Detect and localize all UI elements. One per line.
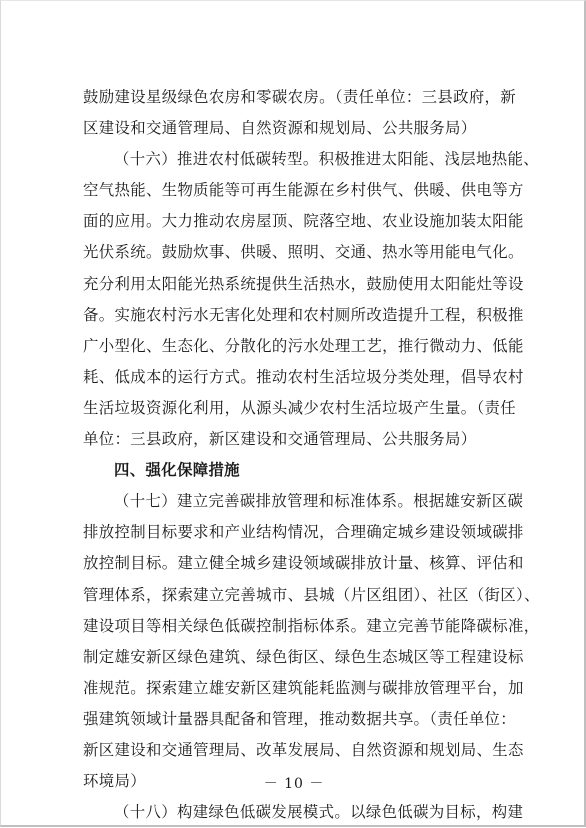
- text-line: 强建筑领域计量器具配备和管理，推动数据共享。（责任单位：: [83, 709, 517, 728]
- text-line: 准规范。探索建立雄安新区建筑能耗监测与碳排放管理平台，加: [83, 678, 524, 697]
- paragraph-start-line: （十八）构建绿色低碳发展模式。以绿色低碳为目标，构建: [114, 803, 524, 822]
- text-line: 备。实施农村污水无害化处理和农村厕所改造提升工程，积极推: [83, 305, 524, 324]
- text-line: 排放控制目标要求和产业结构情况，合理确定城乡建设领域碳排: [83, 523, 524, 542]
- text-line: 光伏系统。鼓励炊事、供暖、照明、交通、热水等用能电气化。: [83, 243, 524, 262]
- text-line: 鼓励建设星级绿色农房和零碳农房。（责任单位：三县政府，新: [83, 88, 517, 106]
- text-line: 充分利用太阳能光热系统提供生活热水，鼓励使用太阳能灶等设: [83, 274, 524, 293]
- section-heading: 四、强化保障措施: [114, 461, 240, 480]
- text-line: 放控制目标。建立健全城乡建设领域碳排放计量、核算、评估和: [83, 554, 524, 573]
- paragraph-start-line: （十七）建立完善碳排放管理和标准体系。根据雄安新区碳: [114, 492, 524, 511]
- page-number: － 10 －: [263, 776, 325, 792]
- text-line: 空气热能、生物质能等可再生能源在乡村供气、供暖、供电等方: [83, 181, 524, 200]
- text-line: 环境局）: [83, 772, 146, 791]
- text-line: 新区建设和交通管理局、改革发展局、自然资源和规划局、生态: [83, 740, 524, 759]
- text-line: 管理体系，探索建立完善城市、县城（片区组团）、社区（街区）、: [83, 585, 540, 604]
- text-line: 广小型化、生态化、分散化的污水处理工艺，推行微动力、低能: [83, 336, 524, 355]
- text-line: 耗、低成本的运行方式。推动农村生活垃圾分类处理，倡导农村: [83, 367, 524, 386]
- body-text: [83, 82, 540, 828]
- text-line: 区建设和交通管理局、自然资源和规划局、公共服务局）: [83, 119, 477, 138]
- text-line: 面的应用。大力推动农房屋顶、院落空地、农业设施加装太阳能: [83, 212, 524, 231]
- text-line: 制定雄安新区绿色建筑、绿色街区、绿色生态城区等工程建设标: [83, 647, 524, 666]
- text-line: 单位：三县政府，新区建设和交通管理局、公共服务局）: [83, 430, 477, 449]
- text-line: 建设项目等相关绿色低碳控制指标体系。建立完善节能降碳标准，: [83, 616, 540, 635]
- text-line: 生活垃圾资源化利用，从源头减少农村生活垃圾产生量。（责任: [83, 398, 517, 417]
- paragraph-start-line: （十六）推进农村低碳转型。积极推进太阳能、浅层地热能、: [114, 150, 539, 169]
